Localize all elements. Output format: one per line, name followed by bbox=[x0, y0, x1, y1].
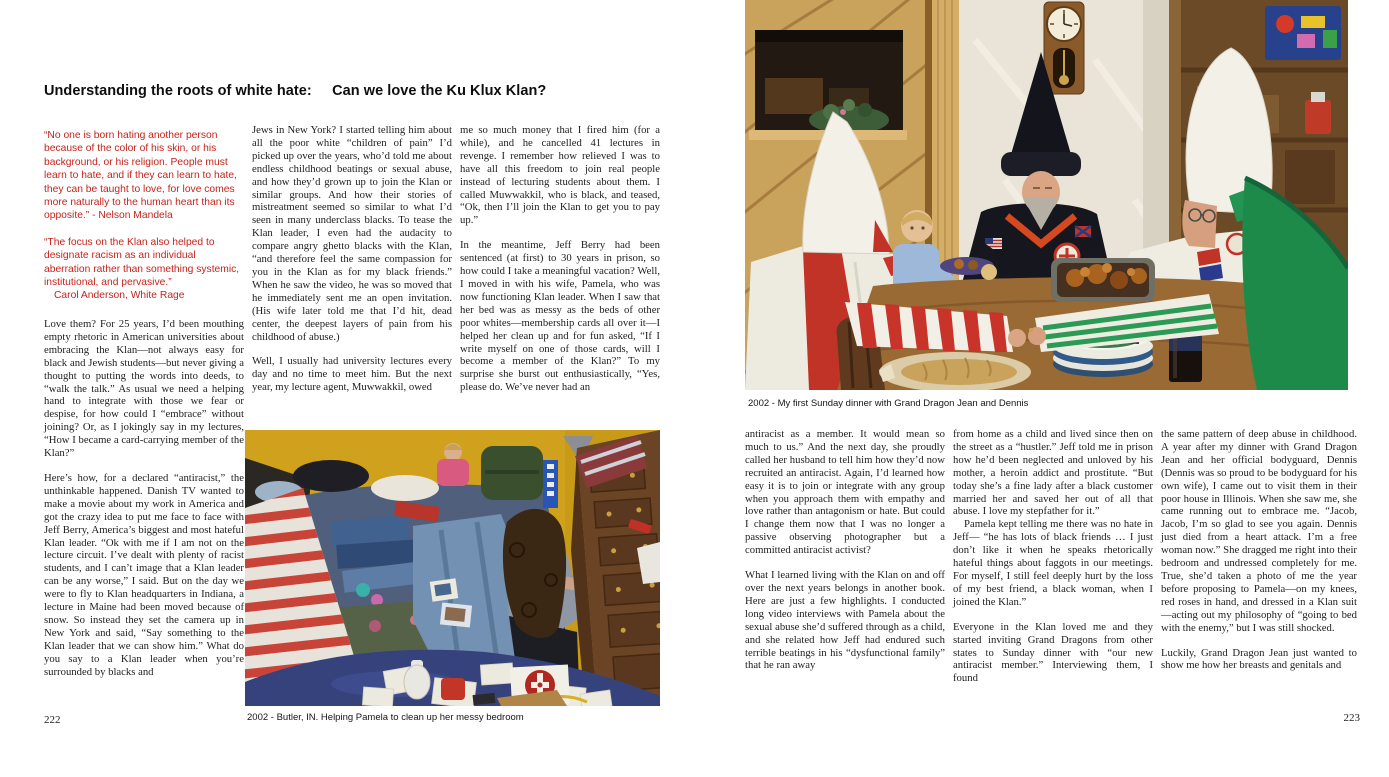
red-jug bbox=[441, 678, 465, 700]
left-column-3 bbox=[460, 124, 660, 406]
right-photo-caption: 2002 - My first Sunday dinner with Grand Dragon Jean and Dennis bbox=[748, 398, 1029, 409]
left-column-1 bbox=[44, 318, 244, 690]
paragraph: from home as a child and lived since then on the street as a “hustler.” Jeff told me in prison how he’d been neglected and unloved by his mother, a heroin addict and prostitute. “But today she’s a fine lady after a black customer married her and saved her out of all that abuse. I love my stepfather for it.” bbox=[953, 428, 1153, 518]
left-page-number: 222 bbox=[44, 714, 61, 726]
photo-messy-bedroom bbox=[245, 430, 660, 706]
left-column-2 bbox=[252, 124, 452, 406]
right-column-1 bbox=[745, 428, 945, 684]
right-column-3 bbox=[1161, 428, 1357, 684]
paragraph: antiracist as a member. It would mean so much to us.” And the next day, she proudly called her husband to tell him how they’d now recruited an antiracist. Again, I’d learned how easy it is to join or integrate with any group when you approach them with empathy and love rather than antagonism or hate. But could I change them now that I was no longer a passive observing photographer but a committed antiracist activist? bbox=[745, 428, 945, 557]
right-page-number: 223 bbox=[1343, 712, 1360, 724]
page-title: Understanding the roots of white hate: Can we love the Ku Klux Klan? bbox=[44, 83, 547, 99]
flag-patch bbox=[1075, 226, 1091, 237]
paragraph: the same pattern of deep abuse in childhood. A year after my dinner with Grand Dragon Jean and her official bodyguard, Dennis (Dennis was so proud to be bodyguard for his own wife), I came out to visit them in their poor house in Illinois. When she saw me, she came running out to embrace me. “Jacob, Jacob, I’m so glad to see you again. Dennis just died from a heart attack. I’m a free woman now.” She dragged me right into their bedroom and undressed completely for me. True, she’d taken a photo of me the year before proposing to Pamela—on my knees, red roses in hand, and dressed in a Klan suit—acting out my philosophy of “going to bed with the enemy,” but I was still shocked. bbox=[1161, 428, 1357, 634]
paragraph: Here’s how, for a declared “antiracist,” the unthinkable happened. Danish TV wanted to make a movie about my work in America and got the crazy idea to put me face to face with Jeff Berry, America’s biggest and most hateful Klan leader. “Ok with me if I am not on the lecture circuit. I’ve dealt with plenty of racist students, and I can’t image that a Klan leader can be any worse,” I said. But on the day we were to fly to Klan headquarters in Indiana, a lecture in Maine had been moved because of snow. So instead they set the camera up in New York and said, “Say something to the Klan leader that we can show him.” What do you say to a Klan leader when you’re surrounded by blacks and bbox=[44, 471, 244, 678]
quote-anderson: “The focus on the Klan also helped to designate racism as an individual aberration rather than something systemic, institutional, and pervasive.” bbox=[44, 236, 240, 289]
right-column-2 bbox=[953, 428, 1153, 697]
jeff-sign bbox=[543, 460, 558, 508]
paragraph: Jews in New York? I started telling him about all the poor white “children of pain” I’d picked up over the years, who’d told me about endless childhood beatings or sexual abuse, and how they’d grown up to join the Klan or similar groups. And how their stories of mistreatment seemed so similar to what I’d seen in many underclass blacks. To tease the Klan leader, I even had the audacity to compare angry ghetto blacks with the Klan, “and therefore feel the same compassion for you in the Klan as for my black friends.” When he saw the video, he was so moved that he immediately sent me an open invitation. (His wife later told me that I’d hit, dead center, the deepest layers of pain from his childhood of abuse.) bbox=[252, 124, 452, 343]
wooden-dresser bbox=[571, 430, 660, 706]
paragraph: Pamela kept telling me there was no hate in Jeff— “he has lots of black friends … I just don’t like it when he speaks rhetorically hateful things about faggots in our meetings. For myself, I still feel deeply hurt by the loss of my best friend, a black woman, when I joined the Klan.” bbox=[953, 518, 1153, 608]
photo-dinner-graphic bbox=[745, 0, 1348, 390]
paragraph: Love them? For 25 years, I’d been mouthing empty rhetoric in American universities about embracing the Klan—not always easy for black and Jewish students—but never giving a thought to putting the words into deeds, to “walk the talk.” As usual we need a helping hand to integrate with those we fear or despise, for how could I “embrace” without joining? Or, as I jokingly say in my lectures, “How I became a card-carrying member of the Klan?” bbox=[44, 318, 244, 460]
toy-box bbox=[1265, 6, 1341, 60]
photo-bedroom-graphic bbox=[245, 430, 660, 706]
paragraph: Well, I usually had university lectures every day and no time to meet him. But the next year, my lecture agent, Muwwakkil, owed bbox=[252, 355, 452, 394]
quote-attribution: Carol Anderson, White Rage bbox=[54, 290, 185, 302]
paragraph: me so much money that I fired him (for a while), and he cancelled 41 lectures in revenge. I remember how relieved I was to have all this freedom to join real people instead of lecturing students about them. I called Muwwakkil, who is black, and teased, “Ok, then I’ll join the Klan to get you to pay up.” bbox=[460, 124, 660, 227]
paragraph: Luckily, Grand Dragon Jean just wanted to show me how her breasts and genitals and bbox=[1161, 646, 1357, 672]
left-photo-caption: 2002 - Butler, IN. Helping Pamela to clean up her messy bedroom bbox=[247, 712, 524, 723]
photo-sunday-dinner bbox=[745, 0, 1348, 390]
pull-quote-block bbox=[44, 129, 244, 303]
quote-mandela: “No one is born hating another person because of the color of his skin, or his background, or his religion. People must learn to hate, and if they can learn to hate, they can be taught to love, for love comes more naturally to the human heart than its opposite.” - Nelson Mandela bbox=[44, 130, 237, 222]
paragraph: In the meantime, Jeff Berry had been sentenced (at first) to 30 years in prison, so how could I take a meaningful vacation? Well, I moved in with his wife, Pamela, who was now functioning Klan leader. When I saw that her bed was as messy as the beds of other poor whites—membership cards all over it—I helped her clean up and for fun asked, “If I write myself on one of those cards, will I become a member of the Klan?” To my surprise she burst out enthusiastically, “Yes, please do. We’ve never had an bbox=[460, 239, 660, 394]
wall-clock bbox=[1044, 2, 1084, 94]
roasting-pan bbox=[1051, 258, 1155, 302]
paragraph: Everyone in the Klan loved me and they started inviting Grand Dragons from other states to Sunday dinner with “our new antiracist member.” Interviewing them, I found bbox=[953, 620, 1153, 685]
paragraph: What I learned living with the Klan on and off over the next years belongs in another book. Here are just a few highlights. I conducted long video interviews with Pamela about the sexual abuse she’d suffered through as a child, and she related how Jeff had endured such terrible beatings in his “dysfunctional family” that he ran away bbox=[745, 569, 945, 672]
